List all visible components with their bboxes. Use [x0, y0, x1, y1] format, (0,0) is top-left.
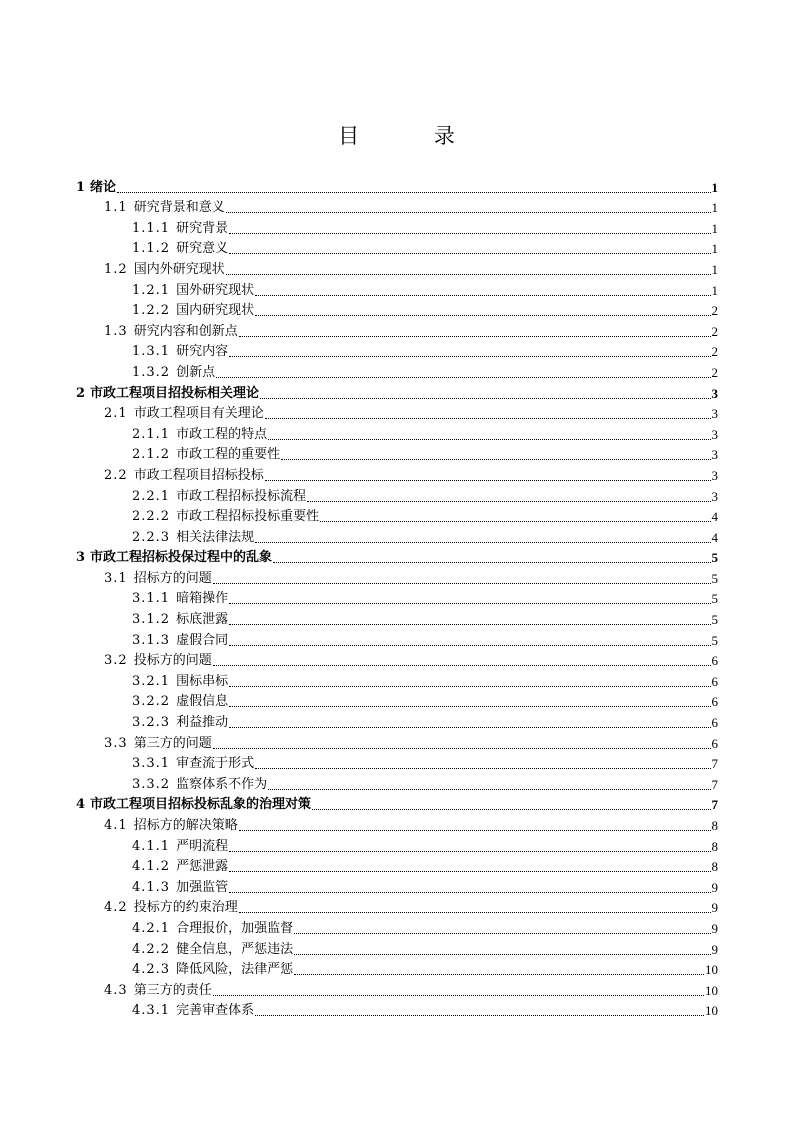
toc-entry-title: 国内研究现状: [176, 303, 255, 319]
toc-entry-page: 9: [711, 920, 718, 936]
toc-entry-number: 3.2.1: [132, 673, 171, 689]
toc-entry[interactable]: [76, 566, 718, 587]
dot-leader: [265, 480, 711, 481]
toc-entry-number: 2.1.2: [132, 447, 171, 463]
toc-entry-page: 1: [711, 282, 718, 298]
toc-entry-title: 合理报价，加强监督: [176, 920, 294, 936]
toc-entry-number: 4.1.1: [132, 838, 171, 854]
toc-entry-title: 市政工程的特点: [176, 426, 268, 442]
toc-entry[interactable]: [76, 443, 718, 464]
dot-leader: [229, 233, 710, 234]
toc-entry-page: 3: [711, 426, 718, 442]
toc-entry[interactable]: [76, 484, 718, 505]
dot-leader: [229, 706, 710, 707]
toc-entry-title: 市政工程项目有关理论: [133, 406, 264, 422]
toc-entry-title: 降低风险，法律严惩: [176, 962, 294, 978]
toc-entry-title: 研究意义: [176, 241, 229, 257]
toc-entry[interactable]: [76, 463, 718, 484]
toc-entry-page: 1: [711, 200, 718, 216]
dot-leader: [273, 562, 710, 563]
toc-entry[interactable]: [76, 999, 718, 1020]
toc-entry[interactable]: [76, 813, 718, 834]
toc-entry-page: 1: [711, 241, 718, 257]
toc-entry-page: 5: [711, 591, 718, 607]
toc-entry[interactable]: [76, 855, 718, 876]
toc-entry[interactable]: [76, 402, 718, 423]
toc-entry-page: 4: [711, 509, 718, 525]
toc-entry[interactable]: [76, 299, 718, 320]
toc-entry-number: 4.2.1: [132, 920, 171, 936]
toc-entry-number: 1.1.2: [132, 241, 171, 257]
toc-entry-title: 市政工程招标投标流程: [176, 488, 307, 504]
toc-entry-title: 标底泄露: [176, 612, 229, 628]
toc-entry[interactable]: [76, 937, 718, 958]
toc-entry-title: 市政工程招标投标重要性: [176, 509, 320, 525]
toc-entry-page: 4: [711, 529, 718, 545]
toc-entry-page: 6: [711, 694, 718, 710]
toc-entry-page: 7: [711, 797, 718, 813]
toc-entry-number: 3.3.2: [132, 776, 171, 792]
toc-entry-page: 6: [711, 715, 718, 731]
dot-leader: [229, 892, 710, 893]
dot-leader: [255, 315, 710, 316]
toc-entry[interactable]: [76, 278, 718, 299]
toc-entry-page: 8: [711, 859, 718, 875]
toc-entry-title: 虚假信息: [176, 694, 229, 710]
dot-leader: [229, 624, 710, 625]
toc-entry-page: 10: [705, 1003, 718, 1019]
toc-entry-number: 4.2.3: [132, 962, 171, 978]
toc-entry-number: 4.1.2: [132, 859, 171, 875]
dot-leader: [320, 521, 710, 522]
toc-entry[interactable]: [76, 216, 718, 237]
toc-entry-page: 2: [711, 344, 718, 360]
dot-leader: [229, 253, 710, 254]
dot-leader: [229, 686, 710, 687]
toc-entry-number: 3.1: [104, 570, 128, 586]
toc-entry-page: 3: [711, 385, 718, 401]
toc-entry-number: 2.2: [104, 467, 128, 483]
dot-leader: [239, 912, 711, 913]
toc-entry[interactable]: [76, 896, 718, 917]
toc-entry-number: 3.1.3: [132, 632, 171, 648]
toc-entry-number: 1.2.2: [132, 303, 171, 319]
toc-entry-number: 4.1.3: [132, 879, 171, 895]
toc-entry-page: 3: [711, 488, 718, 504]
toc-entry[interactable]: [76, 958, 718, 979]
toc-entry-number: 3.3.1: [132, 756, 171, 772]
toc-entry-title: 市政工程项目招投标相关理论: [90, 385, 260, 401]
dot-leader: [239, 830, 711, 831]
toc-entry-page: 7: [711, 756, 718, 772]
dot-leader: [268, 439, 710, 440]
toc-entry[interactable]: [76, 381, 718, 402]
toc-entry-title: 市政工程项目招标投标: [133, 467, 264, 483]
table-of-contents: [76, 175, 718, 1019]
dot-leader: [255, 542, 710, 543]
toc-entry[interactable]: [76, 752, 718, 773]
toc-entry-title: 研究内容和创新点: [133, 323, 238, 339]
toc-entry-number: 3.3: [104, 735, 128, 751]
dot-leader: [213, 665, 711, 666]
toc-entry-title: 创新点: [176, 364, 216, 380]
toc-entry-page: 1: [711, 179, 718, 195]
toc-entry-page: 2: [711, 303, 718, 319]
toc-entry-number: 2.2.3: [132, 529, 171, 545]
toc-entry[interactable]: [76, 834, 718, 855]
toc-entry-page: 9: [711, 941, 718, 957]
toc-entry-title: 研究背景和意义: [133, 200, 225, 216]
toc-entry-number: 1.1: [104, 200, 128, 216]
dot-leader: [312, 809, 710, 810]
toc-entry[interactable]: [76, 772, 718, 793]
toc-entry[interactable]: [76, 793, 718, 814]
toc-entry-title: 研究内容: [176, 344, 229, 360]
toc-entry-number: 4.2: [104, 900, 128, 916]
toc-entry[interactable]: [76, 649, 718, 670]
dot-leader: [265, 418, 711, 419]
toc-entry-title: 市政工程的重要性: [176, 447, 281, 463]
toc-entry[interactable]: [76, 175, 718, 196]
toc-entry-number: 2.2.2: [132, 509, 171, 525]
toc-entry-number: 1.2.1: [132, 282, 171, 298]
toc-entry-number: 3.2.2: [132, 694, 171, 710]
toc-entry-page: 5: [711, 570, 718, 586]
dot-leader: [294, 933, 710, 934]
dot-leader: [226, 212, 711, 213]
toc-entry-title: 健全信息，严惩违法: [176, 941, 294, 957]
toc-entry-title: 严惩泄露: [176, 859, 229, 875]
toc-entry-title: 审查流于形式: [176, 756, 255, 772]
toc-entry-title: 研究背景: [176, 220, 229, 236]
toc-entry-page: 1: [711, 261, 718, 277]
toc-entry-number: 2.2.1: [132, 488, 171, 504]
dot-leader: [281, 459, 710, 460]
toc-entry[interactable]: [76, 628, 718, 649]
toc-entry-number: 2: [76, 385, 86, 401]
toc-entry-title: 第三方的问题: [133, 735, 212, 751]
toc-entry-page: 10: [705, 982, 718, 998]
toc-entry-page: 3: [711, 406, 718, 422]
toc-entry-number: 1.3: [104, 323, 128, 339]
toc-entry-number: 4: [76, 797, 86, 813]
toc-entry[interactable]: [76, 978, 718, 999]
toc-entry-number: 3.2: [104, 653, 128, 669]
toc-entry-page: 2: [711, 323, 718, 339]
dot-leader: [260, 398, 710, 399]
toc-entry-number: 2.1.1: [132, 426, 171, 442]
dot-leader: [255, 295, 710, 296]
toc-entry-number: 1.3.2: [132, 364, 171, 380]
dot-leader: [307, 501, 710, 502]
toc-entry[interactable]: [76, 360, 718, 381]
toc-entry-page: 8: [711, 838, 718, 854]
toc-entry-number: 3.2.3: [132, 715, 171, 731]
dot-leader: [268, 789, 710, 790]
toc-entry-page: 3: [711, 467, 718, 483]
toc-entry-number: 1: [76, 179, 86, 195]
toc-entry-page: 1: [711, 220, 718, 236]
toc-entry[interactable]: [76, 422, 718, 443]
toc-entry-page: 10: [705, 962, 718, 978]
toc-entry-page: 2: [711, 364, 718, 380]
toc-entry[interactable]: [76, 587, 718, 608]
dot-leader: [255, 1015, 704, 1016]
toc-entry-title: 利益推动: [176, 715, 229, 731]
toc-entry-title: 绪论: [90, 179, 117, 195]
dot-leader: [229, 645, 710, 646]
toc-entry[interactable]: [76, 607, 718, 628]
toc-entry-title: 围标串标: [176, 673, 229, 689]
toc-entry-page: 6: [711, 673, 718, 689]
dot-leader: [294, 954, 710, 955]
toc-entry-page: 3: [711, 447, 718, 463]
toc-entry[interactable]: [76, 237, 718, 258]
toc-entry-page: 7: [711, 776, 718, 792]
toc-entry-number: 3: [76, 550, 86, 566]
dot-leader: [229, 727, 710, 728]
toc-entry-page: 9: [711, 900, 718, 916]
toc-entry-page: 6: [711, 735, 718, 751]
toc-entry-number: 3.1.2: [132, 612, 171, 628]
toc-entry-page: 8: [711, 818, 718, 833]
toc-entry-title: 虚假合同: [176, 632, 229, 648]
toc-entry[interactable]: [76, 875, 718, 896]
toc-entry-title: 投标方的约束治理: [133, 900, 238, 916]
toc-entry[interactable]: [76, 546, 718, 567]
toc-entry[interactable]: [76, 505, 718, 526]
toc-entry-title: 完善审查体系: [176, 1003, 255, 1019]
toc-entry[interactable]: [76, 319, 718, 340]
dot-leader: [229, 603, 710, 604]
toc-entry-page: 5: [711, 612, 718, 628]
toc-entry-title: 市政工程项目招标投标乱象的治理对策: [90, 797, 312, 813]
dot-leader: [294, 974, 704, 975]
toc-entry-title: 招标方的问题: [133, 570, 212, 586]
dot-leader: [226, 274, 711, 275]
toc-entry-title: 相关法律法规: [176, 529, 255, 545]
toc-entry-number: 1.3.1: [132, 344, 171, 360]
toc-entry[interactable]: [76, 690, 718, 711]
toc-entry[interactable]: [76, 257, 718, 278]
dot-leader: [239, 336, 711, 337]
toc-entry-title: 投标方的问题: [133, 653, 212, 669]
dot-leader: [213, 748, 711, 749]
page-title: 目 录: [338, 124, 489, 148]
toc-entry-number: 4.3: [104, 982, 128, 998]
dot-leader: [213, 995, 704, 996]
toc-entry-number: 1.2: [104, 261, 128, 277]
toc-entry[interactable]: [76, 710, 718, 731]
toc-entry-page: 9: [711, 879, 718, 895]
toc-entry[interactable]: [76, 916, 718, 937]
dot-leader: [229, 356, 710, 357]
toc-entry-title: 国外研究现状: [176, 282, 255, 298]
toc-entry-number: 3.1.1: [132, 591, 171, 607]
dot-leader: [117, 192, 710, 193]
dot-leader: [255, 768, 710, 769]
toc-entry-page: 5: [711, 550, 718, 566]
dot-leader: [229, 851, 710, 852]
toc-entry-title: 第三方的责任: [133, 982, 212, 998]
toc-entry-title: 暗箱操作: [176, 591, 229, 607]
dot-leader: [216, 377, 710, 378]
toc-entry-number: 4.2.2: [132, 941, 171, 957]
toc-entry[interactable]: [76, 340, 718, 361]
toc-entry-title: 严明流程: [176, 838, 229, 854]
dot-leader: [229, 871, 710, 872]
toc-entry[interactable]: [76, 196, 718, 217]
toc-entry-title: 国内外研究现状: [133, 261, 225, 277]
toc-entry[interactable]: [76, 669, 718, 690]
dot-leader: [213, 583, 711, 584]
toc-entry-title: 招标方的解决策略: [133, 818, 238, 833]
toc-entry-number: 4.3.1: [132, 1003, 171, 1019]
toc-entry[interactable]: [76, 731, 718, 752]
toc-entry-title: 市政工程招标投保过程中的乱象: [90, 550, 273, 566]
toc-entry-number: 1.1.1: [132, 220, 171, 236]
toc-entry-number: 2.1: [104, 406, 128, 422]
toc-entry-page: 5: [711, 632, 718, 648]
toc-entry-title: 加强监管: [176, 879, 229, 895]
toc-entry-page: 6: [711, 653, 718, 669]
toc-entry[interactable]: [76, 525, 718, 546]
toc-entry-number: 4.1: [104, 818, 128, 833]
toc-entry-title: 监察体系不作为: [176, 776, 268, 792]
